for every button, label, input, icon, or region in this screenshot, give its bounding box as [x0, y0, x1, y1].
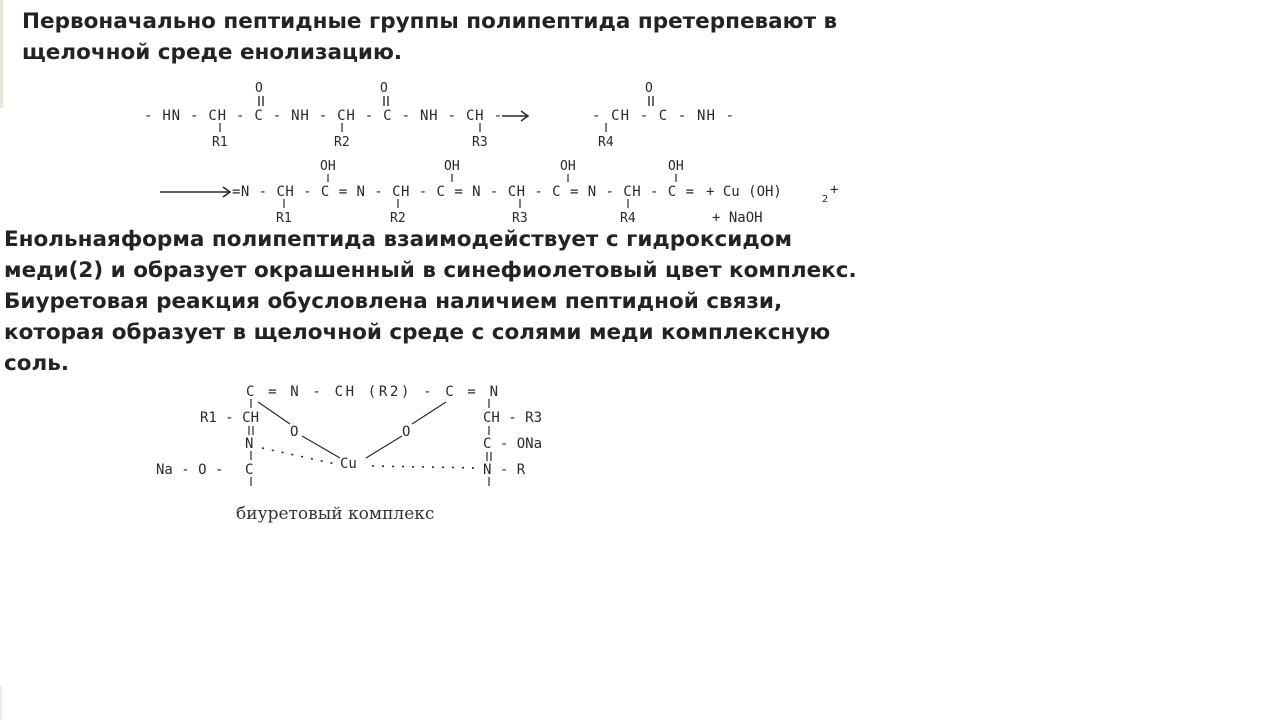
explanation-line-5: соль.	[4, 351, 70, 376]
enol-oh-4: OH	[668, 159, 684, 174]
intro-line-1: Первоначально пептидные группы полипептида претерпевают в	[22, 9, 838, 34]
keto-form-row	[144, 81, 734, 150]
explanation-paragraph	[4, 224, 944, 379]
substituent-r1: R1	[212, 135, 228, 150]
enol-substituent-r3: R3	[512, 211, 528, 224]
enol-oh-3: OH	[560, 159, 576, 174]
complex-right-c: C - ONa	[483, 436, 543, 452]
complex-na-o: Na - O -	[156, 462, 224, 478]
intro-paragraph	[22, 6, 942, 68]
carbonyl-o-2: O	[380, 81, 388, 96]
complex-cu: Cu	[340, 456, 357, 472]
intro-line-2: щелочной среде енолизацию.	[22, 40, 403, 65]
explanation-line-4: которая образует в щелочной среде с солями меди комплексную	[4, 320, 831, 345]
substituent-r4: R4	[598, 135, 614, 150]
complex-left-n: N	[245, 436, 254, 452]
complex-o-left: O	[290, 424, 299, 440]
enolization-scheme	[140, 76, 880, 224]
biuret-complex-caption: биуретовый комплекс	[236, 504, 435, 524]
reagent-plus: +	[830, 182, 839, 198]
left-border-strip-bottom	[0, 686, 2, 720]
enol-oh-2: OH	[444, 159, 460, 174]
explanation-line-1: Енольнаяформа полипептида взаимодействует с гидроксидом	[4, 227, 793, 252]
enol-chain: =N - CH - C = N - CH - C = N - CH - C = N - CH - C =	[232, 184, 694, 200]
enol-form-row	[160, 159, 838, 224]
left-border-strip	[0, 0, 3, 108]
complex-left-c: C	[245, 462, 254, 478]
substituent-r2: R2	[334, 135, 350, 150]
explanation-line-2: меди(2) и образует окрашенный в синефиолетовый цвет комплекс.	[4, 258, 857, 283]
complex-o-right: O	[402, 424, 411, 440]
complex-left-substituent: R1 - CH	[200, 410, 260, 426]
substituent-r3: R3	[472, 135, 488, 150]
carbonyl-o-1: O	[255, 81, 263, 96]
enol-substituent-r1: R1	[276, 211, 292, 224]
keto-chain-tail: - CH - C - NH -	[592, 108, 734, 124]
carbonyl-o-3: O	[645, 81, 653, 96]
enol-substituent-r4: R4	[620, 211, 636, 224]
reagent-subscript: 2	[822, 194, 829, 205]
complex-right-substituent: CH - R3	[483, 410, 543, 426]
enol-substituent-r2: R2	[390, 211, 406, 224]
complex-right-n: N - R	[483, 462, 526, 478]
enol-oh-1: OH	[320, 159, 336, 174]
reagent-copper-hydroxide: + Cu (OH)	[706, 184, 782, 200]
explanation-line-3: Биуретовая реакция обусловлена наличием пептидной связи,	[4, 289, 783, 314]
complex-top-chain: C = N - CH (R2) - C = N	[246, 384, 498, 400]
reagent-sodium-hydroxide: + NaOH	[712, 210, 763, 224]
keto-chain: - HN - CH - C - NH - CH - C - NH - CH -	[144, 108, 502, 124]
